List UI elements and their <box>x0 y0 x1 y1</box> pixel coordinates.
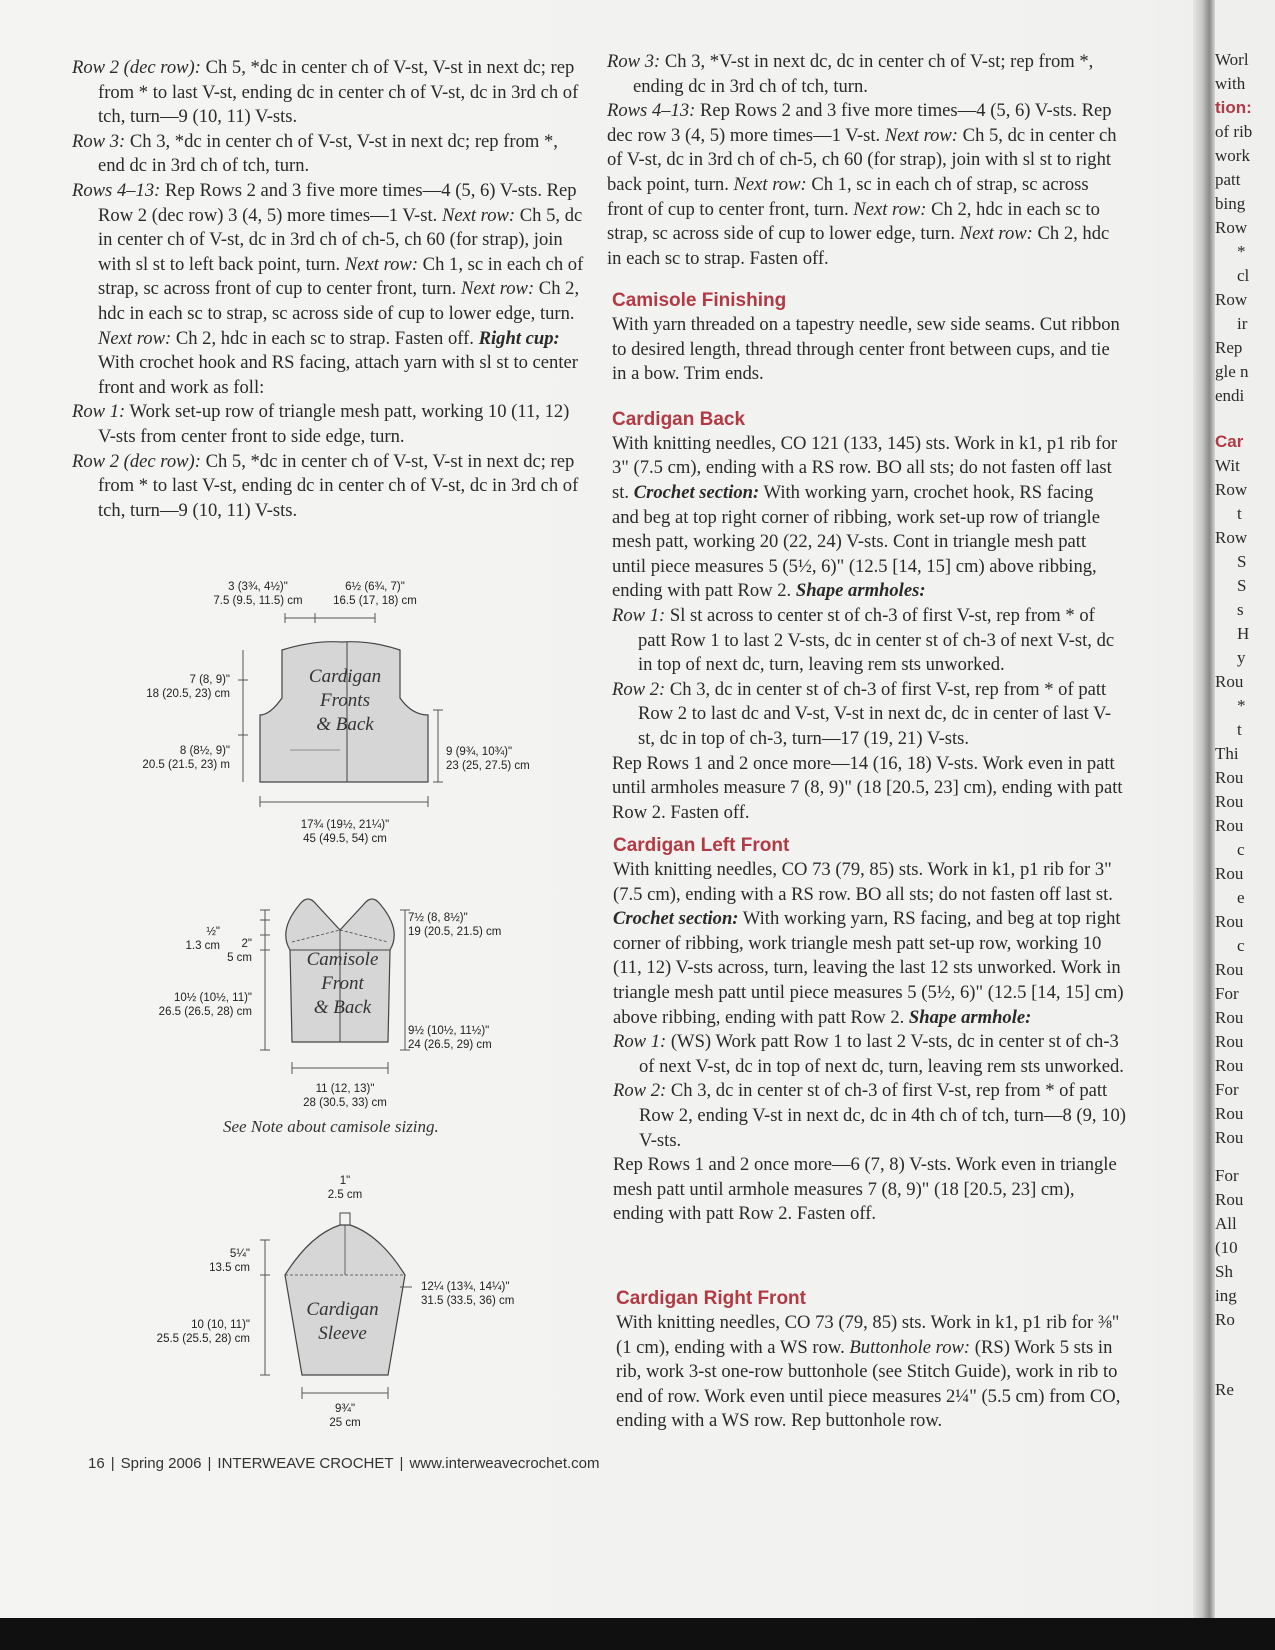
facing-page-text: y <box>1237 648 1246 667</box>
facing-page-text: Ro <box>1215 1310 1235 1329</box>
facing-page-edge <box>1215 0 1275 1650</box>
paragraph: With knitting needles, CO 121 (133, 145) sts. Work in k1, p1 rib for 3" (7.5 cm), ending with a RS row. BO all sts; do not fasten off last st. Crochet section: With working yarn, crochet hook, RS facing and beg at top right corner of ribbing, work set-up row of triangle mesh patt, working 20 (22, 24) V-sts. Cont in triangle mesh patt until piece measures 5 (5½, 6)" (12.5 [14, 15] cm) above ribbing, ending with patt Row 2. Shape armholes: <box>612 432 1118 602</box>
measure-label: 9 (9¾, 10¾)" 23 (25, 27.5) cm <box>446 746 530 772</box>
shape-label: Camisole Front & Back <box>306 949 379 1018</box>
facing-page-text: s <box>1237 600 1244 619</box>
measure-label: 12¼ (13¾, 14¼)" 31.5 (33.5, 36) cm <box>421 1281 515 1307</box>
measure-label: 7½ (8, 8½)" 19 (20.5, 21.5) cm <box>408 912 502 938</box>
facing-page-text: Rou <box>1215 1056 1244 1075</box>
facing-page-text: (10 <box>1215 1238 1238 1257</box>
paragraph: Rep Rows 1 and 2 once more—14 (16, 18) V-sts. Work even in patt until armholes measure 7 (8, 9)" (18 [20.5, 23] cm), ending with patt Row 2. Fasten off. <box>612 752 1123 823</box>
scan-border <box>0 1618 1275 1650</box>
paragraph: Rows 4–13: Rep Rows 2 and 3 five more times—4 (5, 6) V-sts. Rep Row 2 (dec row) 3 (4, 5) more times—1 V-st. Next row: Ch 5, dc in center ch of V-st, dc in 3rd ch of ch-5, ch 60 (for strap), join with sl st to left back point, turn. Next row: Ch 1, sc in each ch of strap, sc across front of cup to center front, turn. Next row: Ch 2, hdc in each sc to strap, sc across side of cup to lower edge, turn. Next row: Ch 2, hdc in each sc to strap. Fasten off. Right cup: With crochet hook and RS facing, attach yarn with sl st to center front and work as foll: <box>72 179 584 398</box>
paragraph: Row 3: Ch 3, *V-st in next dc, dc in center ch of V-st; rep from *, ending dc in 3rd ch of tch, turn. <box>607 51 1094 97</box>
paragraph: Row 2 (dec row): Ch 5, *dc in center ch of V-st, V-st in next dc; rep from * to last V-st, ending dc in center ch of V-st, dc in 3rd ch of tch, turn—9 (10, 11) V-sts. <box>72 57 579 128</box>
section-heading: Cardigan Left Front <box>613 835 790 856</box>
issue-date: Spring 2006 <box>120 1455 202 1472</box>
facing-page-text: t <box>1237 720 1242 739</box>
cardigan-left-front-section <box>613 833 1127 1227</box>
paragraph: Row 2: Ch 3, dc in center st of ch-3 of first V-st, rep from * of patt Row 2 to last dc and V-st, V-st in next dc, dc in center of last V-st, dc in top of ch-3, turn—17 (19, 21) V-sts. <box>612 678 1112 749</box>
paragraph: Row 1: Sl st across to center st of ch-3 of first V-st, rep from * of patt Row 1 to last 2 V-sts, dc in center st of ch-3 of next V-st, dc in top of next dc, turn, leaving rem sts unworked. <box>612 604 1115 676</box>
facing-page-text: Wit <box>1215 456 1240 475</box>
measure-label: 7 (8, 9)" 18 (20.5, 23) cm <box>146 674 230 700</box>
right-column-top <box>607 50 1121 271</box>
camisole-finishing-section <box>612 288 1124 825</box>
facing-page-text: Rou <box>1215 792 1244 811</box>
measure-label: 9¾" 25 cm <box>329 1403 361 1429</box>
paragraph: Rows 4–13: Rep Rows 2 and 3 five more times—4 (5, 6) V-sts. Rep dec row 3 (4, 5) more times—1 V-st. Next row: Ch 5, dc in center ch of V-st, dc in 3rd ch of ch-5, ch 60 (for strap), join with sl st to right back point, turn. Next row: Ch 1, sc in each ch of strap, sc across front of cup to center front, turn. Next row: Ch 2, hdc in each sc to strap, sc across side of cup to lower edge, turn. Next row: Ch 2, hdc in each sc to strap. Fasten off. <box>607 100 1117 269</box>
facing-page-text: gle n <box>1215 362 1249 381</box>
facing-page-text: * <box>1237 242 1246 261</box>
measure-label: 11 (12, 13)" 28 (30.5, 33) cm <box>303 1083 387 1109</box>
facing-page-text: ing <box>1215 1286 1237 1305</box>
measure-label: 3 (3¾, 4½)" 7.5 (9.5, 11.5) cm <box>213 581 303 607</box>
facing-page-text: All <box>1215 1214 1237 1233</box>
facing-page-text: Rou <box>1215 1008 1244 1027</box>
facing-page-text: Rou <box>1215 768 1244 787</box>
page-number: 16 <box>88 1455 105 1472</box>
paragraph: Row 2: Ch 3, dc in center st of ch-3 of first V-st, rep from * of patt Row 2, ending V-st in next dc, dc in 4th ch of tch, turn—8 (9, 10) V-sts. <box>613 1080 1126 1151</box>
facing-page-text: Sh <box>1215 1262 1233 1281</box>
measure-label: 5¼" 13.5 cm <box>209 1248 250 1274</box>
facing-page-text: with <box>1215 74 1246 93</box>
facing-page-text: S <box>1237 552 1247 571</box>
facing-page-text: work <box>1215 146 1250 165</box>
facing-page-text: Row <box>1215 528 1248 547</box>
facing-page-text: Rou <box>1215 1190 1244 1209</box>
facing-page-text: For <box>1215 1080 1239 1099</box>
facing-page-text: Rou <box>1215 816 1244 835</box>
facing-page-text: Rep <box>1215 338 1243 357</box>
facing-page-text: Thi <box>1215 744 1239 763</box>
measure-label: 10 (10, 11)" 25.5 (25.5, 28) cm <box>156 1319 250 1345</box>
measure-label: 8 (8½, 9)" 20.5 (21.5, 23) m <box>142 745 230 771</box>
paragraph: Row 2 (dec row): Ch 5, *dc in center ch of V-st, V-st in next dc; rep from * to last V-st, ending dc in center ch of V-st, dc in 3rd ch of tch, turn—9 (10, 11) V-sts. <box>72 450 579 521</box>
page-gutter <box>1193 0 1215 1650</box>
facing-page-text: of rib <box>1215 122 1253 141</box>
measure-label: 10½ (10½, 11)" 26.5 (26.5, 28) cm <box>158 992 252 1018</box>
paragraph: Row 1: (WS) Work patt Row 1 to last 2 V-sts, dc in center st of ch-3 of next V-st, dc in top of next dc, turn, leaving rem sts unworked. <box>613 1031 1124 1077</box>
paragraph: With knitting needles, CO 73 (79, 85) sts. Work in k1, p1 rib for 3" (7.5 cm), ending with a RS row. BO all sts; do not fasten off last st. Crochet section: With working yarn, RS facing, and beg at top right corner of ribbing, work triangle mesh patt set-up row, working 10 (11, 12) V-sts across, turn, leaving the last 12 sts unworked. Work in triangle mesh patt until piece measures 5 (5½, 6)" (12.5 [14, 15] cm) above ribbing, ending with patt Row 2. Shape armhole: <box>613 859 1124 1028</box>
facing-page-text: Row <box>1215 218 1248 237</box>
facing-page-text: Row <box>1215 480 1248 499</box>
facing-page-text: bing <box>1215 194 1246 213</box>
section-heading: Cardigan Right Front <box>616 1288 806 1309</box>
facing-page-text: Car <box>1215 432 1244 451</box>
facing-page-text: S <box>1237 576 1247 595</box>
section-heading: Camisole Finishing <box>612 290 787 311</box>
facing-page-text: patt <box>1215 170 1241 189</box>
paragraph: Row 1: Work set-up row of triangle mesh patt, working 10 (11, 12) V-sts from center front to side edge, turn. <box>72 401 570 447</box>
facing-page-text: Rou <box>1215 1032 1244 1051</box>
facing-page-text: endi <box>1215 386 1245 405</box>
website-url[interactable]: www.interweavecrochet.com <box>409 1455 600 1472</box>
left-column <box>72 56 586 523</box>
facing-page-text: For <box>1215 984 1239 1003</box>
page-footer: 16 | Spring 2006 | INTERWEAVE CROCHET | www.interweavecrochet.com <box>88 1455 600 1472</box>
facing-page-text: Re <box>1215 1380 1234 1399</box>
facing-page-text: c <box>1237 840 1245 859</box>
facing-page-text: ir <box>1237 314 1248 333</box>
facing-page-text: e <box>1237 888 1245 907</box>
measure-label: ½" 1.3 cm <box>185 926 220 952</box>
measure-label: 17¾ (19½, 21¼)" 45 (49.5, 54) cm <box>300 819 390 845</box>
section-heading: Cardigan Back <box>612 408 746 430</box>
magazine-name: INTERWEAVE CROCHET <box>217 1455 394 1472</box>
facing-page-text: H <box>1237 624 1250 643</box>
facing-page-text: Rou <box>1215 864 1244 883</box>
shape-label: Cardigan Fronts & Back <box>308 666 382 735</box>
facing-page-text: Worl <box>1215 50 1249 69</box>
paragraph: With knitting needles, CO 73 (79, 85) sts. Work in k1, p1 rib for ⅜" (1 cm), ending with a WS row. Buttonhole row: (RS) Work 5 sts in rib, work 3-st one-row buttonhole (see Stitch Guide), work in rib to end of row. Work even until piece measures 2¼" (5.5 cm) from CO, ending with a WS row. Rep buttonhole row. <box>616 1312 1121 1432</box>
facing-page-text: For <box>1215 1166 1239 1185</box>
paragraph: With yarn threaded on a tapestry needle, sew side seams. Cut ribbon to desired length, thread through center front between cups, and tie in a bow. Trim ends. <box>612 314 1120 385</box>
facing-page-text: tion: <box>1215 98 1252 117</box>
facing-page-text: Rou <box>1215 672 1244 691</box>
paragraph: Rep Rows 1 and 2 once more—6 (7, 8) V-sts. Work even in triangle mesh patt until armhole measures 7 (8, 9)" (18 [20.5, 23] cm), ending with patt Row 2. Fasten off. <box>613 1154 1117 1225</box>
facing-page-text: Rou <box>1215 960 1244 979</box>
sizing-note: See Note about camisole sizing. <box>223 1117 439 1136</box>
cardigan-right-front-section <box>616 1286 1130 1434</box>
shape-label: Cardigan Sleeve <box>306 1299 379 1344</box>
facing-page-text: * <box>1237 696 1246 715</box>
measure-label: 2" 5 cm <box>227 938 252 964</box>
paragraph: Row 3: Ch 3, *dc in center ch of V-st, V-st in next dc; rep from *, end dc in 3rd ch of tch, turn. <box>72 130 558 177</box>
measure-label: 6½ (6¾, 7)" 16.5 (17, 18) cm <box>333 581 417 607</box>
facing-page-text: Rou <box>1215 912 1244 931</box>
facing-page-text: Rou <box>1215 1104 1244 1123</box>
facing-page-text: t <box>1237 504 1242 523</box>
facing-page-text: Rou <box>1215 1128 1244 1147</box>
facing-page-text: Row <box>1215 290 1248 309</box>
facing-page-text: c <box>1237 936 1245 955</box>
measure-label: 1" 2.5 cm <box>327 1175 363 1201</box>
measure-label: 9½ (10½, 11½)" 24 (26.5, 29) cm <box>408 1025 492 1051</box>
facing-page-text: cl <box>1237 266 1250 285</box>
